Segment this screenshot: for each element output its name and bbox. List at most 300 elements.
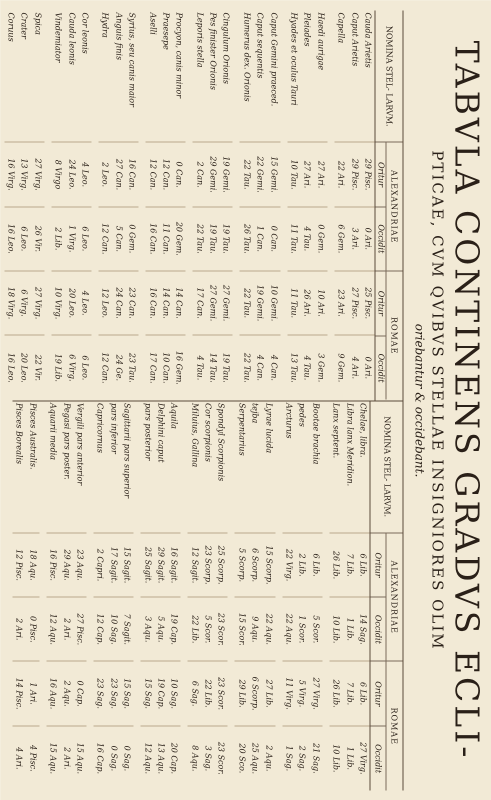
header-alexandriae: ALEXANDRIAE bbox=[385, 533, 402, 661]
table-row bbox=[239, 10, 252, 400]
star-name-cell: Aquila bbox=[167, 401, 180, 533]
table-row bbox=[4, 10, 17, 400]
table-row bbox=[78, 10, 91, 400]
romae-oritur-cell: 2 Aqu. bbox=[59, 661, 72, 725]
rows-left bbox=[4, 10, 374, 400]
header-occidit: Occidit bbox=[376, 223, 385, 253]
table-row bbox=[361, 10, 374, 400]
alex-oritur-cell: 25 Scorp. bbox=[214, 533, 227, 597]
row-spacer bbox=[227, 401, 234, 791]
romae-occidit-cell: 4 Ari. bbox=[14, 746, 24, 770]
table-row bbox=[154, 401, 167, 791]
star-name-cell: Miluius, Gallina bbox=[187, 401, 200, 533]
alex-occidit-cell: 16 Leo. bbox=[4, 207, 17, 271]
alex-oritur-cell: 24 Leo. bbox=[64, 142, 77, 206]
romae-oritur-cell: 6 Virg. bbox=[17, 271, 30, 335]
header-romae-group bbox=[370, 661, 402, 790]
alex-occidit-cell: 0 Gem. bbox=[125, 207, 138, 271]
romae-occidit-cell: 22 Vir. bbox=[32, 354, 42, 381]
romae-oritur-cell: 22 Tau. bbox=[239, 271, 252, 335]
alex-occidit-cell: 6 Gem. bbox=[334, 207, 347, 271]
table-row bbox=[300, 10, 313, 400]
alex-occidit-cell: 0 Ari. bbox=[361, 207, 374, 271]
table-row bbox=[356, 401, 369, 791]
romae-occidit-cell: 21 Sag. bbox=[310, 742, 320, 774]
alex-occidit-cell: 2 Ari. bbox=[59, 597, 72, 661]
table-right bbox=[12, 401, 402, 791]
romae-occidit-cell: 4 Tau. bbox=[194, 354, 204, 380]
alex-oritur-cell: 18 Aqu. bbox=[25, 533, 38, 597]
alex-oritur-cell: 12 Sagit. bbox=[187, 533, 200, 597]
alex-occidit-cell: 19 Tau. bbox=[206, 207, 219, 271]
romae-oritur-cell: 14 Can. bbox=[172, 271, 185, 335]
alex-oritur-cell: 16 Pisc. bbox=[46, 533, 59, 597]
alex-oritur-cell: 23 Aqu. bbox=[73, 533, 86, 597]
alex-occidit-cell: 10 Lib. bbox=[329, 597, 342, 661]
star-name-cell: Hydra bbox=[98, 10, 111, 142]
alex-occidit-cell: 3 Ari. bbox=[347, 207, 360, 271]
star-name-cell: Aquarii media bbox=[46, 401, 59, 533]
table-row bbox=[98, 10, 111, 400]
star-name-cell: Capricornus bbox=[93, 401, 106, 533]
alex-occidit-cell: 11 Tau. bbox=[287, 207, 300, 271]
table-row bbox=[287, 10, 300, 400]
table-row bbox=[313, 10, 326, 400]
alex-occidit-cell: 2 Lib. bbox=[51, 207, 64, 271]
romae-occidit-cell: 15 Aqu. bbox=[48, 742, 58, 774]
alex-occidit-cell: 5 Scor. bbox=[201, 597, 214, 661]
alex-occidit-cell: 23 Scor. bbox=[214, 597, 227, 661]
romae-oritur-cell: 10 Gemi. bbox=[266, 271, 279, 335]
romae-occidit-cell: 2 Sag. bbox=[297, 745, 307, 771]
romae-occidit-cell: 14 Tau. bbox=[208, 352, 218, 383]
alex-oritur-cell: 29 Gemi. bbox=[206, 142, 219, 206]
star-name-cell: Leporis stella bbox=[192, 10, 205, 142]
alex-occidit-cell: 5 Can. bbox=[111, 207, 124, 271]
table-row bbox=[17, 10, 30, 400]
romae-oritur-cell: 16 Can. bbox=[145, 271, 158, 335]
star-name-cell: Caput Arietis bbox=[347, 10, 360, 142]
alex-occidit-cell: 22 Aqu. bbox=[261, 597, 274, 661]
romae-oritur-cell: 23 Scor. bbox=[214, 661, 227, 725]
table-row bbox=[308, 401, 321, 791]
alex-occidit-cell: 9 Aqu. bbox=[248, 597, 261, 661]
table-row bbox=[347, 10, 360, 400]
romae-oritur-cell: 27 Pisc. bbox=[347, 271, 360, 335]
romae-oritur-cell: 23 Ari. bbox=[334, 271, 347, 335]
star-name-cell: Serpentarius bbox=[234, 401, 247, 533]
romae-occidit-cell: 10 Can. bbox=[160, 351, 170, 383]
alex-oritur-cell: 16 Sagit. bbox=[167, 533, 180, 597]
alex-oritur-cell: 2 Leo. bbox=[98, 142, 111, 206]
row-spacer bbox=[86, 401, 93, 791]
table-header bbox=[374, 10, 402, 400]
title-block bbox=[403, 10, 485, 790]
star-name-cell: Cor scorpionis bbox=[201, 401, 214, 533]
star-name-cell: Coruus bbox=[4, 10, 17, 142]
table-row bbox=[192, 10, 205, 400]
alex-oritur-cell: 2 Capri. bbox=[93, 533, 106, 597]
table-row bbox=[172, 10, 185, 400]
table-row bbox=[159, 10, 172, 400]
romae-occidit-cell: 6 Leo. bbox=[79, 354, 89, 380]
alex-oritur-cell: 10 Tau. bbox=[287, 142, 300, 206]
romae-occidit-cell: 4 Can. bbox=[255, 354, 265, 381]
alex-oritur-cell: 12 Pisc. bbox=[12, 533, 25, 597]
romae-oritur-cell: 0 Cap. bbox=[73, 661, 86, 725]
romae-oritur-cell: 14 Can. bbox=[159, 271, 172, 335]
alex-oritur-cell: 27 Ari. bbox=[300, 142, 313, 206]
table-row bbox=[64, 10, 77, 400]
romae-occidit-cell: 13 Aqu. bbox=[155, 742, 165, 774]
header-occidit: Occidit bbox=[373, 614, 383, 644]
romae-occidit-cell: 24 Ge. bbox=[113, 354, 123, 381]
star-name-cell: Pisces Borealis bbox=[12, 401, 25, 533]
romae-occidit-cell: 4 Can. bbox=[268, 354, 278, 381]
row-spacer bbox=[275, 401, 282, 791]
alex-occidit-cell: 10 Sag. bbox=[106, 597, 119, 661]
star-name-cell: Pegasi pars poster. bbox=[59, 401, 72, 533]
alex-occidit-cell: 19 Cap. bbox=[167, 597, 180, 661]
star-name-cell: Lyrae lucida bbox=[261, 401, 274, 533]
star-name-cell: pars posterior bbox=[140, 401, 153, 533]
alex-occidit-cell: 0 Gem. bbox=[313, 207, 326, 271]
romae-occidit-cell: 1 Sag. bbox=[284, 745, 294, 771]
alex-occidit-cell: 12 Cap. bbox=[93, 597, 106, 661]
alex-occidit-cell: 2 Ari. bbox=[12, 597, 25, 661]
alex-occidit-cell: 7 Sagit. bbox=[120, 597, 133, 661]
table-row bbox=[187, 401, 200, 791]
star-name-cell: Hyades et oculus Tauri bbox=[287, 10, 300, 142]
alex-oritur-cell: 6 Lib. bbox=[356, 533, 369, 597]
table-row bbox=[140, 401, 153, 791]
header-oritur: Oritur bbox=[370, 533, 385, 597]
alex-oritur-cell: 29 Pisc. bbox=[347, 142, 360, 206]
alex-occidit-cell: 0 Can. bbox=[266, 207, 279, 271]
alex-oritur-cell: 13 Virg. bbox=[17, 142, 30, 206]
header-nomina: NOMINA STEL- LARVM. bbox=[370, 401, 402, 533]
star-name-cell: pars inferior bbox=[106, 401, 119, 533]
row-spacer bbox=[133, 401, 140, 791]
romae-occidit-cell: 19 Tau. bbox=[221, 352, 231, 383]
rows-right bbox=[12, 401, 369, 791]
star-name-cell: Syrius, seu canis maior bbox=[125, 10, 138, 142]
romae-occidit-cell: 25 Aqu. bbox=[250, 742, 260, 774]
romae-occidit-cell: 12 Can. bbox=[100, 351, 110, 383]
romae-occidit-cell: 23 Scor. bbox=[216, 741, 226, 775]
star-name-cell: Cingulum Orionis bbox=[219, 10, 232, 142]
romae-occidit-cell: 0 Sag. bbox=[108, 745, 118, 771]
alex-occidit-cell: 14 Sag. bbox=[356, 597, 369, 661]
romae-oritur-cell: 19 Gemi. bbox=[253, 271, 266, 335]
alex-occidit-cell: 19 Tau. bbox=[219, 207, 232, 271]
romae-occidit-cell: 3 Gem. bbox=[315, 352, 325, 382]
romae-oritur-cell: 10 Sag. bbox=[167, 661, 180, 725]
table-row bbox=[248, 401, 261, 791]
romae-oritur-cell: 23 Sag. bbox=[106, 661, 119, 725]
romae-occidit-cell: 8 Aqu. bbox=[189, 744, 199, 771]
star-name-cell: Caput sequentis bbox=[253, 10, 266, 142]
row-spacer bbox=[232, 10, 239, 400]
table-row bbox=[111, 10, 124, 400]
table-row bbox=[12, 401, 25, 791]
star-name-cell: Pleiades bbox=[300, 10, 313, 142]
star-name-cell: Delphini caput bbox=[154, 401, 167, 533]
alex-oritur-cell: 15 Gemi. bbox=[266, 142, 279, 206]
alex-oritur-cell: 29 Aqu. bbox=[59, 533, 72, 597]
alex-occidit-cell: 16 Can. bbox=[145, 207, 158, 271]
table-row bbox=[73, 401, 86, 791]
romae-occidit-cell: 19 Lib. bbox=[53, 353, 63, 382]
star-name-cell: tejba bbox=[248, 401, 261, 533]
romae-oritur-cell: 27 Gemi. bbox=[219, 271, 232, 335]
table-row bbox=[295, 401, 308, 791]
star-name-cell: Aselli bbox=[145, 10, 158, 142]
romae-oritur-cell: 19 Cap. bbox=[154, 661, 167, 725]
romae-oritur-cell: 4 Leo. bbox=[78, 271, 91, 335]
alex-oritur-cell: 22 Gemi. bbox=[253, 142, 266, 206]
header-oritur: Oritur bbox=[375, 271, 385, 336]
romae-oritur-cell: 22 Lib. bbox=[201, 661, 214, 725]
header-nomina: NOMINA STEL- LARVM. bbox=[375, 10, 402, 142]
star-name-cell: Procyon, canis minor bbox=[172, 10, 185, 142]
alex-oritur-cell: 4 Leo. bbox=[78, 142, 91, 206]
alex-oritur-cell: 6 Scorp. bbox=[248, 533, 261, 597]
alex-oritur-cell: 16 Virg. bbox=[4, 142, 17, 206]
alex-oritur-cell: 27 Ari. bbox=[313, 142, 326, 206]
row-spacer bbox=[91, 10, 98, 400]
table-row bbox=[206, 10, 219, 400]
romae-oritur-cell: 23 Can. bbox=[125, 271, 138, 335]
alex-occidit-cell: 22 Aqu. bbox=[282, 597, 295, 661]
alex-oritur-cell: 17 Sagit. bbox=[106, 533, 119, 597]
romae-oritur-cell: 12 Leo. bbox=[98, 271, 111, 335]
romae-occidit-cell: 0 Ari. bbox=[363, 356, 372, 379]
star-name-cell: Arcturus bbox=[282, 401, 295, 533]
table-row bbox=[214, 401, 227, 791]
romae-oritur-cell: 26 Ari. bbox=[300, 271, 313, 335]
table-left bbox=[6, 10, 402, 401]
star-name-cell: Praesepe bbox=[159, 10, 172, 142]
romae-occidit-cell: 27 Virg. bbox=[357, 741, 367, 775]
romae-oritur-cell: 27 Virg. bbox=[308, 661, 321, 725]
alex-occidit-cell: 1 Can. bbox=[253, 207, 266, 271]
romae-occidit-cell: 20 Sco. bbox=[236, 742, 246, 773]
romae-occidit-cell: 3 Sag. bbox=[203, 745, 213, 771]
alex-occidit-cell: 5 Aqu. bbox=[154, 597, 167, 661]
romae-occidit-cell: 2 Ari. bbox=[61, 746, 71, 770]
alex-occidit-cell: 15 Scor. bbox=[234, 597, 247, 661]
romae-oritur-cell: 29 Lib. bbox=[234, 661, 247, 725]
romae-oritur-cell: 16 Aqu. bbox=[46, 661, 59, 725]
romae-oritur-cell: 6 Lib. bbox=[356, 661, 369, 725]
romae-oritur-cell: 11 Tau. bbox=[287, 271, 300, 335]
star-name-cell: Chelae, libra. bbox=[356, 401, 369, 533]
alex-oritur-cell: 0 Can. bbox=[172, 142, 185, 206]
star-name-cell: Bootae brachia bbox=[308, 401, 321, 533]
star-name-cell: Cor leonis bbox=[78, 10, 91, 142]
row-spacer bbox=[138, 10, 145, 400]
star-name-cell: Sagittarii pars superior bbox=[120, 401, 133, 533]
alex-oritur-cell: 7 Lib. bbox=[342, 533, 355, 597]
romae-oritur-cell: 5 Virg. bbox=[295, 661, 308, 725]
alex-oritur-cell: 15 Scorp. bbox=[261, 533, 274, 597]
row-spacer bbox=[322, 401, 329, 791]
row-spacer bbox=[44, 10, 51, 400]
alex-oritur-cell: 22 Ari. bbox=[334, 142, 347, 206]
alex-oritur-cell: 5 Scorp. bbox=[234, 533, 247, 597]
romae-oritur-cell: 27 Virg. bbox=[30, 271, 43, 335]
alex-oritur-cell: 8 Virgo bbox=[51, 142, 64, 206]
alex-occidit-cell: 1 Lib. bbox=[342, 597, 355, 661]
star-name-cell: Libra lanx Meridion. bbox=[342, 401, 355, 533]
title-line-2: PTICAE, CVM QVIBVS STELLAE INSIGNIORES OLIM bbox=[428, 149, 446, 651]
header-alexandriae-group bbox=[370, 533, 402, 662]
star-name-cell: pedes bbox=[295, 401, 308, 533]
title-line-3: oriebantur & occidebant. bbox=[412, 323, 426, 477]
romae-oritur-cell: 23 Sag. bbox=[93, 661, 106, 725]
table-row bbox=[334, 10, 347, 400]
alex-occidit-cell: 1 Virg. bbox=[64, 207, 77, 271]
alex-occidit-cell: 6 Leo. bbox=[78, 207, 91, 271]
star-name-cell: Pes finister Orionis bbox=[206, 10, 219, 142]
table-row bbox=[234, 401, 247, 791]
table-row bbox=[145, 10, 158, 400]
romae-occidit-cell: 20 Cap. bbox=[169, 742, 179, 774]
romae-occidit-cell: 23 Tau. bbox=[127, 352, 137, 383]
romae-oritur-cell: 24 Can. bbox=[111, 271, 124, 335]
row-spacer bbox=[180, 401, 187, 791]
romae-oritur-cell: 14 Pisc. bbox=[12, 661, 25, 725]
alex-occidit-cell: 26 Tau. bbox=[239, 207, 252, 271]
row-spacer bbox=[185, 10, 192, 400]
alex-oritur-cell: 2 Lib. bbox=[295, 533, 308, 597]
table-row bbox=[253, 10, 266, 400]
alex-occidit-cell: 22 Lib. bbox=[187, 597, 200, 661]
table-row bbox=[342, 401, 355, 791]
alex-occidit-cell: 4 Tau. bbox=[300, 207, 313, 271]
romae-oritur-cell: 20 Leo. bbox=[64, 271, 77, 335]
alex-occidit-cell: 1 Scor. bbox=[295, 597, 308, 661]
romae-occidit-cell: 12 Aqu. bbox=[142, 742, 152, 774]
romae-oritur-cell: 18 Virg. bbox=[4, 271, 17, 335]
alex-oritur-cell: 15 Sagit. bbox=[120, 533, 133, 597]
star-name-cell: Pisces Australis. bbox=[25, 401, 38, 533]
romae-occidit-cell: 20 Leo. bbox=[19, 352, 29, 383]
alex-occidit-cell: 5 Scor. bbox=[308, 597, 321, 661]
alex-oritur-cell: 23 Scorp. bbox=[201, 533, 214, 597]
star-name-cell: Cauda Arietis bbox=[361, 10, 374, 142]
star-name-cell: Cauda leonis bbox=[64, 10, 77, 142]
alex-occidit-cell: 0 Pisc. bbox=[25, 597, 38, 661]
romae-oritur-cell: 6 Sag. bbox=[187, 661, 200, 725]
alex-occidit-cell: 6 Leo. bbox=[17, 207, 30, 271]
title-line-1: TABVLA CONTINENS GRADVS ECLI- bbox=[447, 40, 486, 760]
alex-oritur-cell: 12 Can. bbox=[159, 142, 172, 206]
star-name-cell: Humerus dex. Orionis bbox=[239, 10, 252, 142]
table-row bbox=[219, 10, 232, 400]
romae-occidit-cell: 22 Tau. bbox=[241, 352, 251, 383]
romae-occidit-cell: 10 Lib. bbox=[331, 743, 341, 772]
table-row bbox=[329, 401, 342, 791]
romae-oritur-cell: 15 Sag. bbox=[140, 661, 153, 725]
alex-oritur-cell: 25 Sagit. bbox=[140, 533, 153, 597]
romae-occidit-cell: 13 Tau. bbox=[289, 352, 299, 383]
romae-oritur-cell: 15 Sag. bbox=[120, 661, 133, 725]
romae-occidit-cell: 9 Gem. bbox=[336, 352, 346, 382]
romae-occidit-cell: 16 Leo. bbox=[6, 352, 16, 383]
table-row bbox=[120, 401, 133, 791]
star-name-cell: Lanx septent. bbox=[329, 401, 342, 533]
alex-oritur-cell: 22 Tau. bbox=[239, 142, 252, 206]
alex-oritur-cell: 29 Sagit. bbox=[154, 533, 167, 597]
romae-occidit-cell: 4 Pisc. bbox=[27, 744, 37, 772]
romae-occidit-cell: 4 Tau. bbox=[302, 354, 312, 380]
alex-oritur-cell: 16 Can. bbox=[125, 142, 138, 206]
romae-oritur-cell: 7 Lib. bbox=[342, 661, 355, 725]
table-row bbox=[167, 401, 180, 791]
star-name-cell: Capella bbox=[334, 10, 347, 142]
alex-occidit-cell: 12 Can. bbox=[98, 207, 111, 271]
star-name-cell: Haedi aurigae bbox=[313, 10, 326, 142]
table-row bbox=[46, 401, 59, 791]
alex-oritur-cell: 29 Pisc. bbox=[361, 142, 374, 206]
header-oritur: Oritur bbox=[375, 142, 385, 206]
romae-oritur-cell: 6 Scorp. bbox=[248, 661, 261, 725]
header-occidit: Occidit bbox=[376, 353, 385, 383]
table-row bbox=[125, 10, 138, 400]
table-header bbox=[369, 401, 402, 791]
romae-oritur-cell: 17 Can. bbox=[192, 271, 205, 335]
romae-occidit-cell: 2 Aqu. bbox=[263, 744, 273, 771]
table-row bbox=[282, 401, 295, 791]
star-name-cell: Crater bbox=[17, 10, 30, 142]
header-oritur: Oritur bbox=[370, 661, 385, 726]
alex-oritur-cell: 22 Virg. bbox=[282, 533, 295, 597]
romae-oritur-cell: 10 Ari. bbox=[313, 271, 326, 335]
star-name-cell: Anguis finis bbox=[111, 10, 124, 142]
table-row bbox=[106, 401, 119, 791]
star-name-cell: Spondyl Scorpionis bbox=[214, 401, 227, 533]
header-romae: ROMAE bbox=[385, 661, 402, 790]
alex-occidit-cell: 3 Aqu. bbox=[140, 597, 153, 661]
alex-oritur-cell: 2 Can. bbox=[192, 142, 205, 206]
table-row bbox=[201, 401, 214, 791]
romae-oritur-cell: 27 Gemi. bbox=[206, 271, 219, 335]
romae-oritur-cell: 25 Pisc. bbox=[361, 271, 374, 335]
star-name-cell: Caput Gemini praeced. bbox=[266, 10, 279, 142]
alex-oritur-cell: 27 Virg. bbox=[30, 142, 43, 206]
alex-oritur-cell: 6 Lib. bbox=[308, 533, 321, 597]
star-name-cell: Spica bbox=[30, 10, 43, 142]
header-occidit: Occidit bbox=[373, 743, 383, 773]
row-spacer bbox=[39, 401, 46, 791]
header-alexandriae: ALEXANDRIAE bbox=[385, 142, 402, 270]
star-name-cell: Vergili pars anterior bbox=[73, 401, 86, 533]
romae-oritur-cell: 26 Lib. bbox=[329, 661, 342, 725]
header-romae-group bbox=[375, 271, 402, 400]
alex-occidit-cell: 12 Aqu. bbox=[46, 597, 59, 661]
alex-occidit-cell: 20 Gem. bbox=[172, 207, 185, 271]
alex-oritur-cell: 19 Gemi. bbox=[219, 142, 232, 206]
romae-occidit-cell: 16 Cap. bbox=[95, 742, 105, 774]
table-row bbox=[266, 10, 279, 400]
header-alexandriae-group bbox=[375, 142, 402, 271]
romae-oritur-cell: 27 Lib. bbox=[261, 661, 274, 725]
star-tables bbox=[6, 10, 403, 790]
alex-occidit-cell: 27 Pisc. bbox=[73, 597, 86, 661]
romae-oritur-cell: 10 Virg. bbox=[51, 271, 64, 335]
